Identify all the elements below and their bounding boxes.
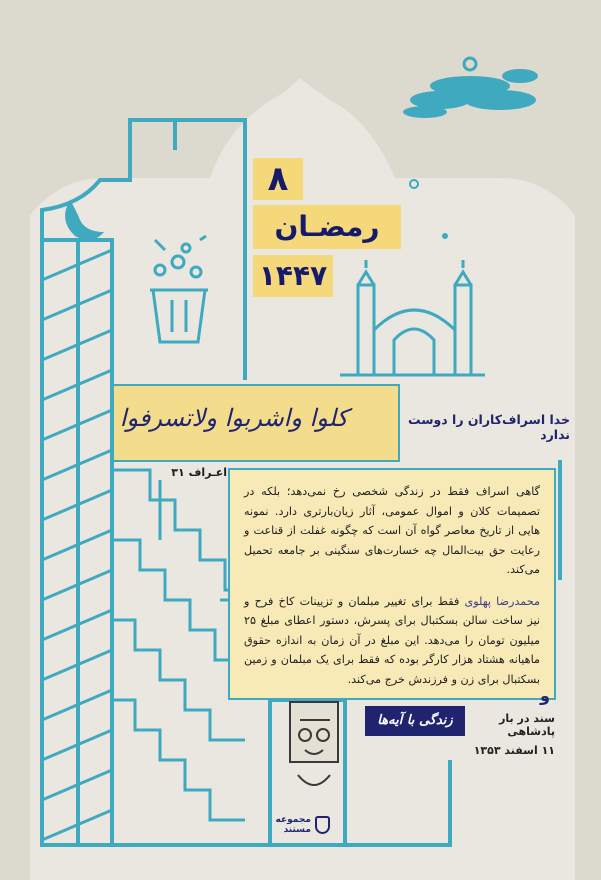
date-day: ۸ <box>253 158 303 200</box>
drop-icon: و <box>540 686 550 705</box>
date-month: رمضـان <box>253 205 401 249</box>
verse-translation: خدا اسراف‌کاران را دوست ندارد <box>407 412 570 442</box>
verse-banner <box>112 384 400 462</box>
body-paragraph-2 <box>244 592 540 690</box>
body-paragraph-2-rest: فقط برای تغییر مبلمان و تزیینات کاخ فرح و نیز ساخت سالن بسکتبال برای پسرش، دستور اعطای مبلغ ۲۵ میلیون تومان را می‌دهد. این مبلغ در آن زمان به اندازه حقوق ماهیانه هشتاد هزار کارگر بوده که فقط برای یک مبلمان و زمین بسکتبال برای زن و فرزندش خرج می‌کند. <box>244 594 540 686</box>
date-year: ۱۴۴۷ <box>253 255 333 297</box>
verse-reference: اعـراف ۳۱ <box>171 466 227 479</box>
logo-text: مجموعه مستند <box>275 815 311 835</box>
body-paragraph-1: گاهی اسراف فقط در زندگی شخصی رخ نمی‌دهد؛ بلکه در تصمیمات کلان و اموال عمومی، آثار زیان‌بارتری دارد. نمونه هایی از تاریخ معاصر گواه آن است که چگونه غفلت از قناعت و رعایت حق بیت‌المال چه خسارت‌های سنگینی بر جامعه تحمیل می‌کند. <box>244 485 540 576</box>
brand-badge: زندگی با آیه‌ها <box>365 706 465 736</box>
body-paragraph-2-lead: محمدرضا پهلوی <box>464 594 540 608</box>
source-label: سند در بار پادشاهی <box>499 712 555 738</box>
logo-mark-icon <box>315 816 330 834</box>
source-date: ۱۱ اسفند ۱۳۵۳ <box>473 744 555 757</box>
verse-calligraphy: کلوا واشربوا ولاتسرفوا <box>119 404 348 432</box>
body-text-panel <box>228 468 556 700</box>
logo <box>250 812 330 838</box>
